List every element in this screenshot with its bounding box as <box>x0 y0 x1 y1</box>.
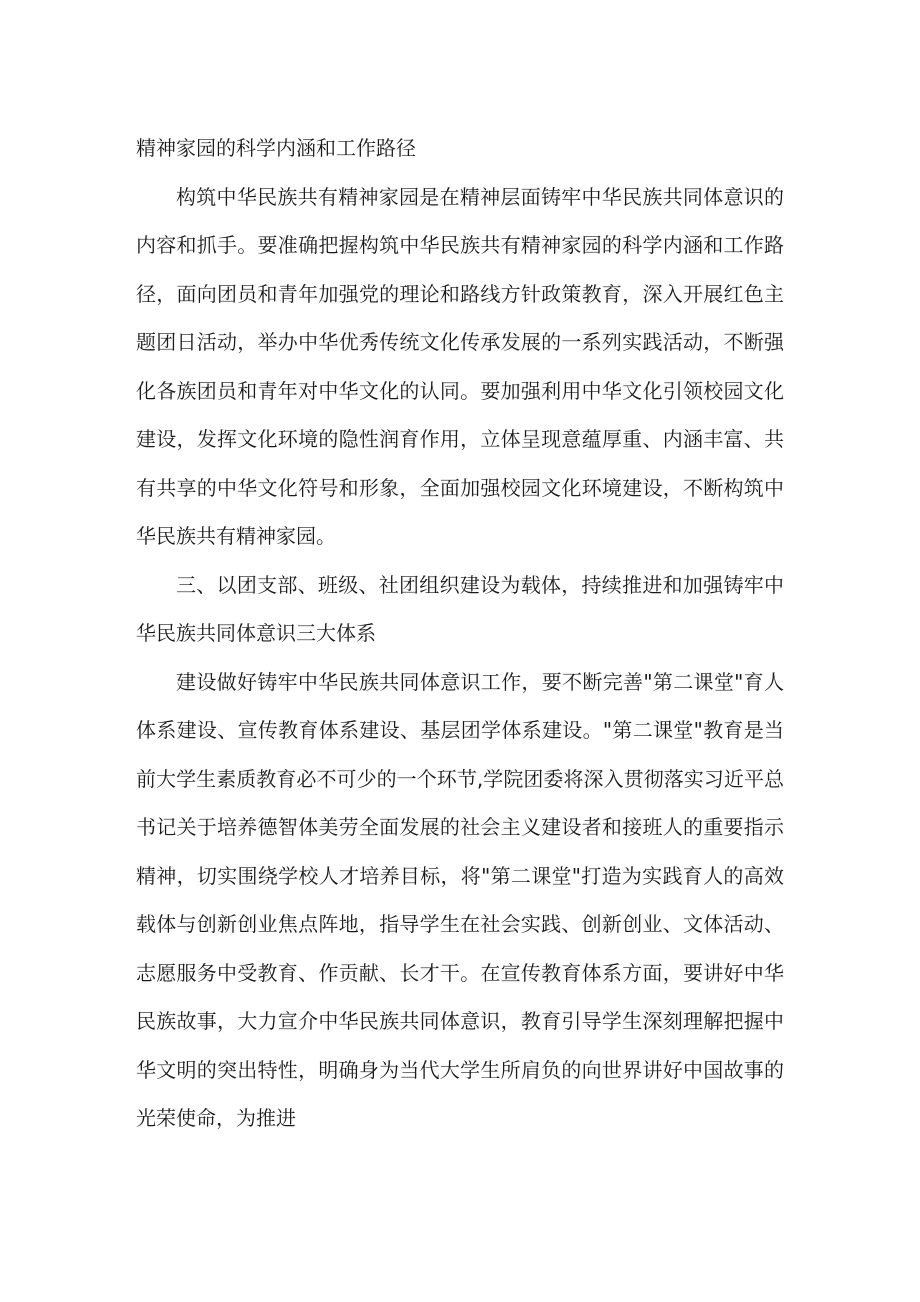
paragraph-spiritual-home: 构筑中华民族共有精神家园是在精神层面铸牢中华民族共同体意识的内容和抓手。要准确把握构筑中华民族共有精神家园的科学内涵和工作路径，面向团员和青年加强党的理论和路线方针政策教育，深入开展红色主题团日活动，举办中华优秀传统文化传承发展的一系列实践活动，不断强化各族团员和青年对中华文化的认同。要加强利用中华文化引领校园文化建设，发挥文化环境的隐性润育作用，立体呈现意蕴厚重、内涵丰富、共有共享的中华文化符号和形象，全面加强校园文化环境建设，不断构筑中华民族共有精神家园。 <box>136 184 784 548</box>
document-body <box>136 124 784 1143</box>
section-heading-continuation: 精神家园的科学内涵和工作路径 <box>136 136 416 160</box>
section-heading-three: 三、以团支部、班级、社团组织建设为载体，持续推进和加强铸牢中华民族共同体意识三大体系 <box>136 572 784 645</box>
paragraph-system-building: 建设做好铸牢中华民族共同体意识工作，要不断完善"第二课堂"育人体系建设、宣传教育体系建设、基层团学体系建设。"第二课堂"教育是当前大学生素质教育必不可少的一个环节,学院团委将深入贯彻落实习近平总书记关于培养德智体美劳全面发展的社会主义建设者和接班人的重要指示精神，切实围绕学校人才培养目标，将"第二课堂"打造为实践育人的高效载体与创新创业焦点阵地，指导学生在社会实践、创新创业、文体活动、志愿服务中受教育、作贡献、长才干。在宣传教育体系方面，要讲好中华民族故事，大力宣介中华民族共同体意识，教育引导学生深刻理解把握中华文明的突出特性，明确身为当代大学生所肩负的向世界讲好中国故事的光荣使命，为推进 <box>136 669 784 1130</box>
